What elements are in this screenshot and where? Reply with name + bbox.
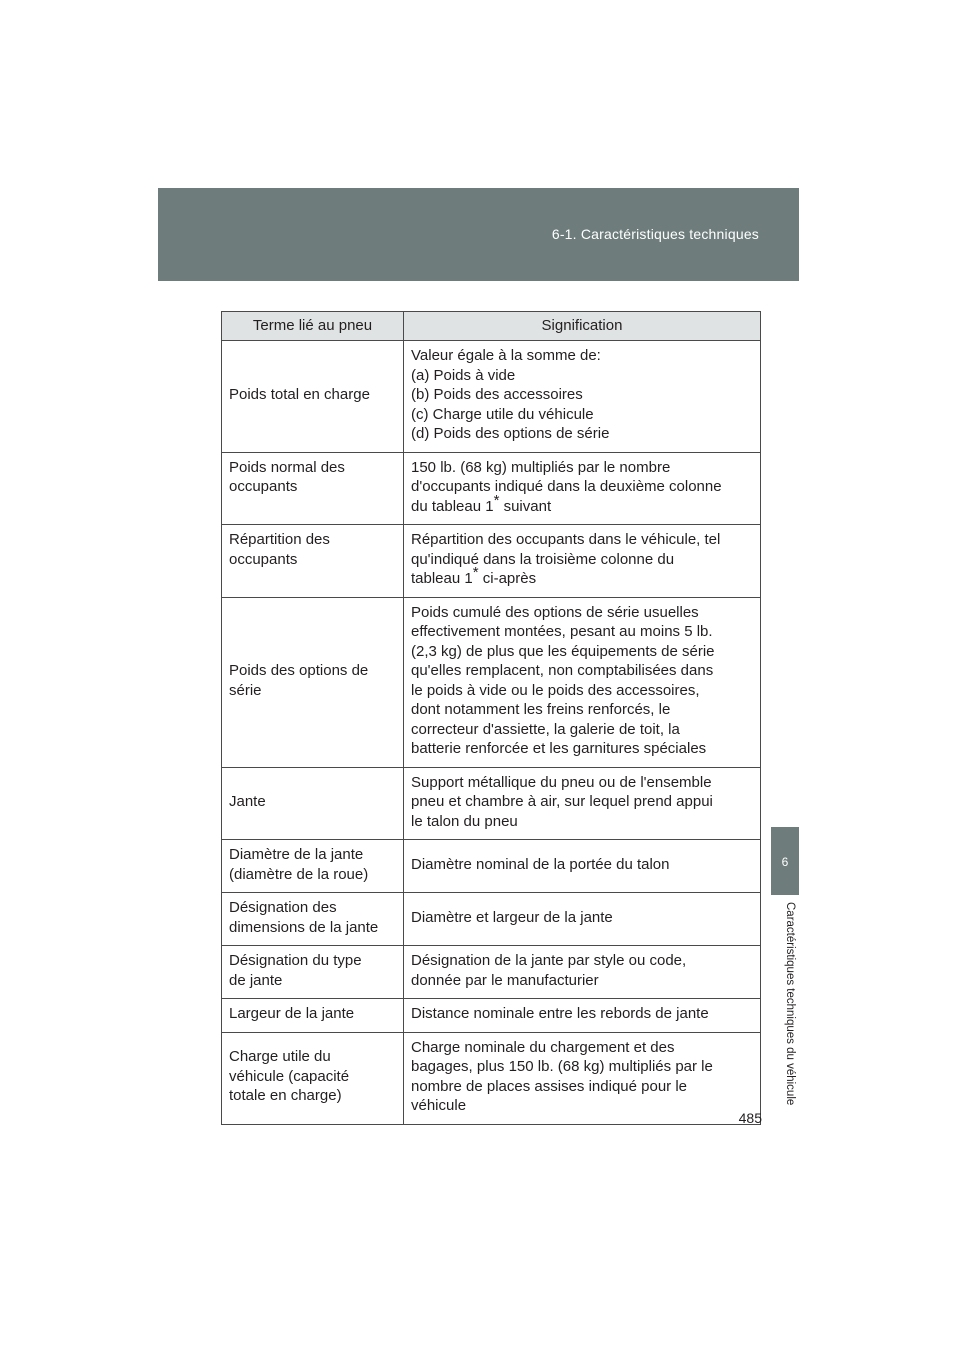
table-row — [222, 767, 761, 840]
term-cell: Poids normal des occupants — [222, 452, 404, 525]
table-row — [222, 597, 761, 767]
chapter-number: 6 — [781, 855, 789, 869]
meaning-cell: Diamètre nominal de la portée du talon — [404, 840, 761, 893]
table-row — [222, 525, 761, 598]
term-cell: Diamètre de la jante (diamètre de la roue) — [222, 840, 404, 893]
meaning-cell — [404, 452, 761, 525]
meaning-cell: Valeur égale à la somme de: (a) Poids à vide (b) Poids des accessoires (c) Charge utile du véhicule (d) Poids des options de série — [404, 341, 761, 453]
table-row — [222, 1032, 761, 1124]
page-number: 485 — [738, 1110, 762, 1126]
meaning-cell: Distance nominale entre les rebords de jante — [404, 999, 761, 1033]
section-header-band — [158, 188, 799, 281]
term-cell: Désignation des dimensions de la jante — [222, 893, 404, 946]
term-cell: Charge utile du véhicule (capacité totale en charge) — [222, 1032, 404, 1124]
term-cell: Poids total en charge — [222, 341, 404, 453]
column-header-term: Terme lié au pneu — [222, 312, 404, 341]
meaning-cell: Poids cumulé des options de série usuelles effectivement montées, pesant au moins 5 lb. (2,3 kg) de plus que les équipements de série qu'elles remplacent, non comptabilisées dans le poids à vide ou le poids des accessoires, dont notamment les freins renforcés, le correcteur d'assiette, la galerie de toit, la batterie renforcée et les garnitures spéciales — [404, 597, 761, 767]
term-cell: Désignation du type de jante — [222, 946, 404, 999]
term-cell: Répartition des occupants — [222, 525, 404, 598]
table-header-row — [222, 312, 761, 341]
term-cell: Jante — [222, 767, 404, 840]
column-header-meaning: Signification — [404, 312, 761, 341]
meaning-text-suffix: ci-après — [478, 570, 537, 587]
table-row — [222, 341, 761, 453]
tire-terms-table — [221, 311, 761, 1125]
table-row — [222, 840, 761, 893]
table-row — [222, 893, 761, 946]
term-cell: Poids des options de série — [222, 597, 404, 767]
footnote-mark: * — [493, 491, 500, 509]
chapter-label: Caractéristiques techniques du véhicule — [784, 902, 796, 1106]
chapter-tab — [771, 827, 799, 895]
section-title: 6-1. Caractéristiques techniques — [551, 226, 759, 242]
footnote-mark: * — [472, 564, 479, 581]
meaning-cell: Diamètre et largeur de la jante — [404, 893, 761, 946]
table-row — [222, 999, 761, 1033]
table-row — [222, 452, 761, 525]
meaning-text-suffix: suivant — [499, 497, 552, 515]
meaning-cell — [404, 525, 761, 598]
meaning-text: 150 lb. (68 kg) multipliés par le nombre d'occupants indiqué dans la deuxième colonne du tableau 1 — [411, 458, 722, 515]
table-row — [222, 946, 761, 999]
term-cell: Largeur de la jante — [222, 999, 404, 1033]
meaning-text: Répartition des occupants dans le véhicule, tel qu'indiqué dans la troisième colonne du tableau 1 — [411, 531, 721, 587]
meaning-cell: Désignation de la jante par style ou code, donnée par le manufacturier — [404, 946, 761, 999]
meaning-cell: Charge nominale du chargement et des bagages, plus 150 lb. (68 kg) multipliés par le nombre de places assises indiqué pour le véhicule — [404, 1032, 761, 1124]
meaning-cell: Support métallique du pneu ou de l'ensemble pneu et chambre à air, sur lequel prend appui le talon du pneu — [404, 767, 761, 840]
